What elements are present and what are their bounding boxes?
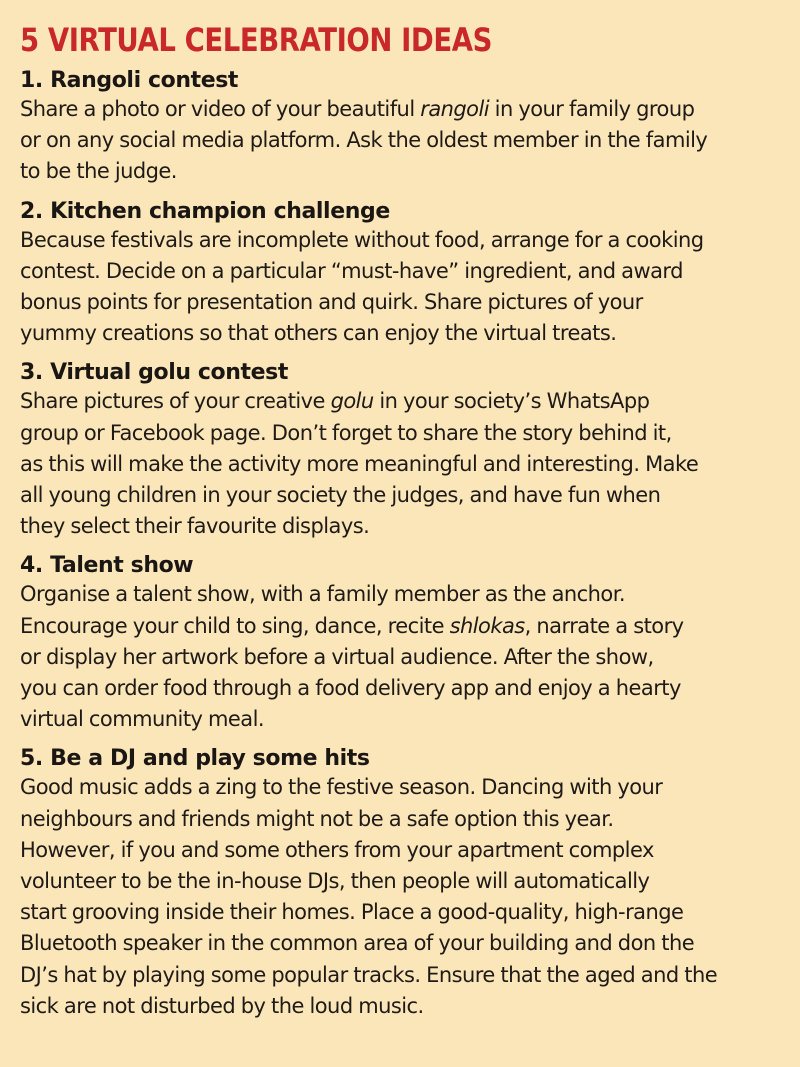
text-segment: Organise a talent show, with a family member as the anchor. <box>20 582 626 607</box>
text-segment: neighbours and friends might not be a safe option this year. <box>20 806 614 831</box>
text-segment: Share pictures of your creative <box>20 389 331 414</box>
text-segment: Share a photo or video of your beautiful <box>20 97 421 121</box>
text-segment: volunteer to be the in-house DJs, then people will automatically <box>20 869 650 894</box>
text-segment: in your family group <box>489 97 695 121</box>
idea-heading: 1. Rangoli contest <box>20 68 239 93</box>
text-segment: or on any social media platform. Ask the oldest member in the family <box>20 128 708 153</box>
italic-term: golu <box>330 389 374 414</box>
idea-description <box>20 225 782 350</box>
text-segment: sick are not disturbed by the loud music. <box>20 993 424 1018</box>
text-segment: bonus points for presentation and quirk. Share pictures of your <box>20 290 643 315</box>
text-segment: or display her artwork before a virtual audience. After the show, <box>20 644 654 669</box>
text-segment: they select their favourite displays. <box>20 514 370 539</box>
idea-2 <box>20 199 782 350</box>
text-segment: as this will make the activity more meaningful and interesting. Make <box>20 451 699 476</box>
text-segment: yummy creations so that others can enjoy the virtual treats. <box>20 321 617 346</box>
idea-description <box>20 94 782 188</box>
idea-4 <box>20 553 782 735</box>
text-segment: Encourage your child to sing, dance, recite <box>20 613 450 638</box>
text-segment: start grooving inside their homes. Place a good-quality, high-range <box>20 900 684 925</box>
text-segment: in your society’s WhatsApp <box>373 389 650 414</box>
idea-heading: 5. Be a DJ and play some hits <box>20 746 370 772</box>
text-segment: you can order food through a food delivery app and enjoy a hearty <box>20 676 681 701</box>
text-segment: Because festivals are incomplete without food, arrange for a cooking <box>20 227 704 252</box>
idea-1 <box>20 68 782 188</box>
text-segment: group or Facebook page. Don’t forget to share the story behind it, <box>20 420 672 445</box>
idea-description <box>20 772 782 1022</box>
text-segment: Good music adds a zing to the festive season. Dancing with your <box>20 775 663 800</box>
idea-heading: 3. Virtual golu contest <box>20 360 288 386</box>
text-segment: contest. Decide on a particular “must-have” ingredient, and award <box>20 258 683 283</box>
text-segment: all young children in your society the judges, and have fun when <box>20 483 661 508</box>
idea-description <box>20 386 782 542</box>
text-segment: Bluetooth speaker in the common area of your building and don the <box>20 931 695 956</box>
page-title: 5 VIRTUAL CELEBRATION IDEAS <box>20 21 492 59</box>
idea-3 <box>20 360 782 542</box>
text-segment: However, if you and some others from your apartment complex <box>20 837 654 862</box>
text-segment: DJ’s hat by playing some popular tracks. Ensure that the aged and the <box>20 962 718 987</box>
text-segment: virtual community meal. <box>20 707 265 732</box>
italic-term: rangoli <box>420 97 490 121</box>
ideas-list <box>20 68 782 1022</box>
idea-heading: 2. Kitchen champion challenge <box>20 198 390 224</box>
text-segment: to be the judge. <box>20 159 177 184</box>
idea-5 <box>20 746 782 1022</box>
italic-term: shlokas <box>449 613 525 638</box>
idea-description <box>20 579 782 735</box>
text-segment: , narrate a story <box>524 613 684 638</box>
idea-heading: 4. Talent show <box>20 553 194 579</box>
